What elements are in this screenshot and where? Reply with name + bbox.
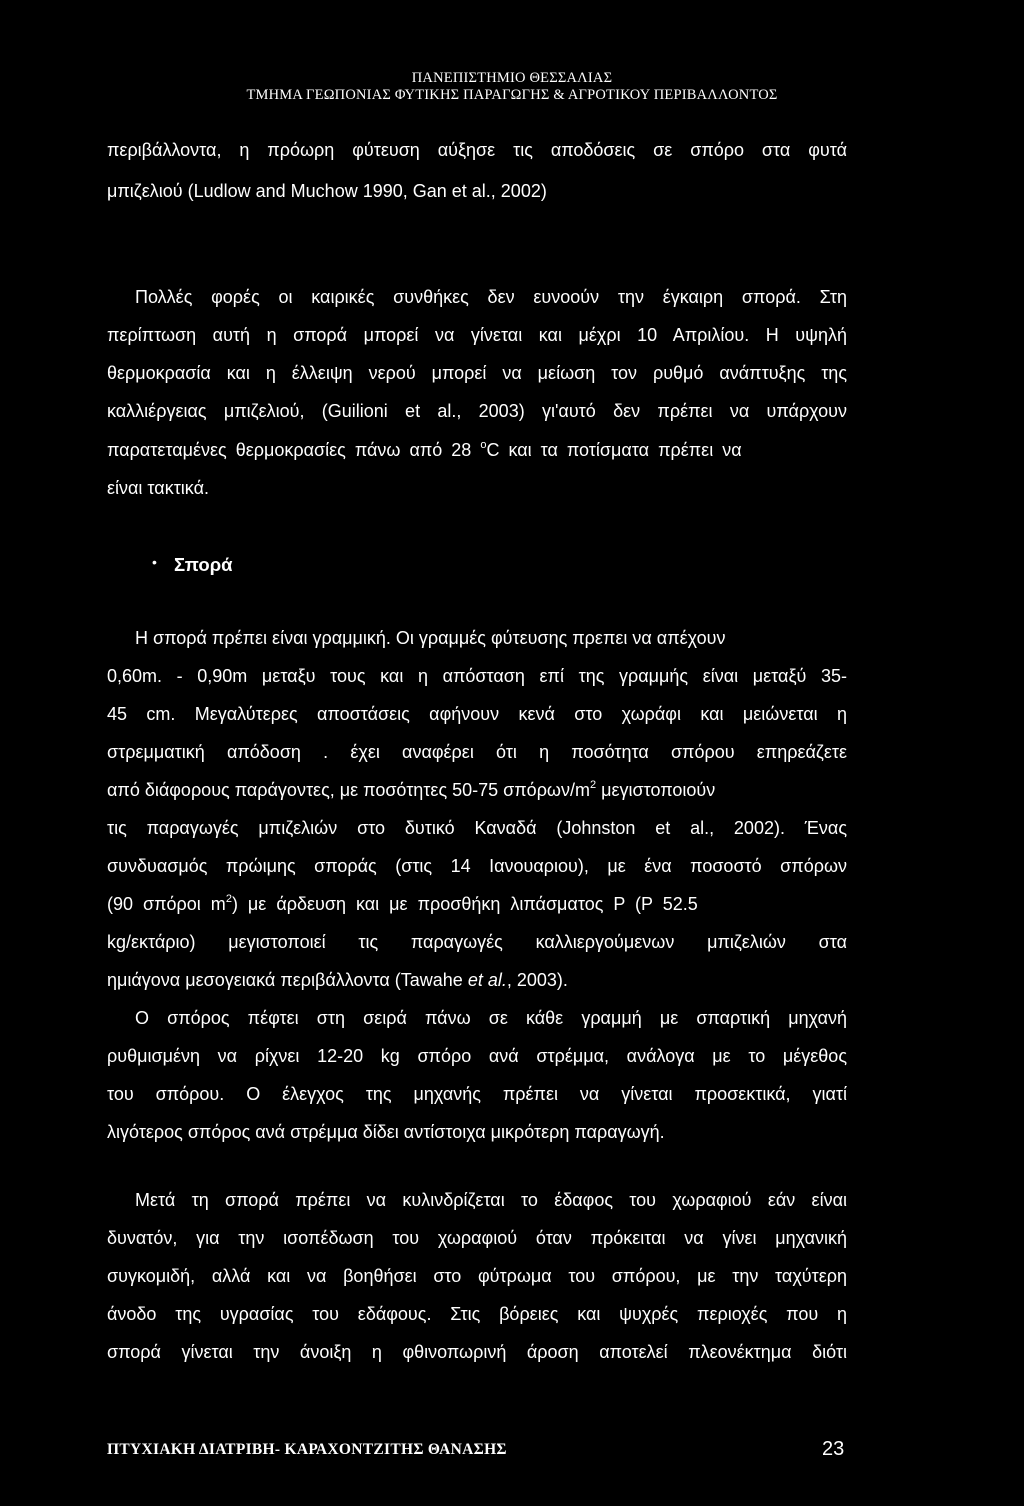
text-line: στρεμματική απόδοση . έχει αναφέρει ότι η ποσότητα σπόρου επηρεάζετε <box>107 742 847 762</box>
text-line: του σπόρου. Ο έλεγχος της μηχανής πρέπει να γίνεται προσεκτικά, γιατί <box>107 1084 847 1104</box>
text-line: είναι τακτικά. <box>107 478 209 498</box>
superscript: 2 <box>225 893 232 905</box>
text-line: 45 cm. Μεγαλύτερες αποστάσεις αφήνουν κενά στο χωράφι και μειώνεται η <box>107 704 847 724</box>
text-fragment: από διάφορους παράγοντες, με ποσότητες 50-75 σπόρων/m <box>107 780 590 800</box>
text-fragment: C και τα ποτίσματα πρέπει να <box>486 440 742 460</box>
text-line: Πολλές φορές οι καιρικές συνθήκες δεν ευνοούν την έγκαιρη σπορά. Στη <box>135 287 847 307</box>
text-line: Ο σπόρος πέφτει στη σειρά πάνω σε κάθε γραμμή με σπαρτική μηχανή <box>135 1008 847 1028</box>
text-line: λιγότερος σπόρος ανά στρέμμα δίδει αντίστοιχα μικρότερη παραγωγή. <box>107 1122 665 1142</box>
superscript: o <box>480 439 487 451</box>
footer-author: ΠΤΥΧΙΑΚΗ ΔΙΑΤΡΙΒΗ- ΚΑΡΑΧΟΝΤΖΙΤΗΣ ΘΑΝΑΣΗΣ <box>107 1441 507 1458</box>
text-line: 0,60m. - 0,90m μεταξυ τους και η απόσταση επί της γραμμής είναι μεταξύ 35- <box>107 666 847 686</box>
text-line: kg/εκτάριο) μεγιστοποιεί τις παραγωγές καλλιεργούμενων μπιζελιών στα <box>107 932 847 952</box>
text-line: περιβάλλοντα, η πρόωρη φύτευση αύξησε τις αποδόσεις σε σπόρο στα φυτά <box>107 140 847 160</box>
text-fragment: παρατεταμένες θερμοκρασίες πάνω από 28 <box>107 440 481 460</box>
text-line: σπορά γίνεται την άνοιξη η φθινοπωρινή άροση αποτελεί πλεονέκτημα διότι <box>107 1342 847 1362</box>
text-line <box>107 440 847 461</box>
text-line: ρυθμισμένη να ρίχνει 12-20 kg σπόρο ανά στρέμμα, ανάλογα με το μέγεθος <box>107 1046 847 1066</box>
text-fragment: μεγιστοποιούν <box>596 780 716 800</box>
text-line: Μετά τη σπορά πρέπει να κυλινδρίζεται το έδαφος του χωραφιού εάν είναι <box>135 1190 847 1210</box>
text-line <box>107 970 568 991</box>
text-line: συνδυασμός πρώιμης σποράς (στις 14 Ιανουαριου), με ένα ποσοστό σπόρων <box>107 856 847 876</box>
text-line: μπιζελιού (Ludlow and Muchow 1990, Gan et al., 2002) <box>107 181 547 201</box>
text-line: τις παραγωγές μπιζελιών στο δυτικό Καναδά (Johnston et al., 2002). Ένας <box>107 818 847 838</box>
page-number: 23 <box>822 1438 845 1460</box>
text-fragment: (90 σπόροι m <box>107 894 226 914</box>
section-title: Σπορά <box>174 554 233 575</box>
university-name: ΠΑΝΕΠΙΣΤΗΜΙΟ ΘΕΣΣΑΛΙΑΣ <box>411 70 613 86</box>
text-line: άνοδο της υγρασίας του εδάφους. Στις βόρειες και ψυχρές περιοχές που η <box>107 1304 847 1324</box>
text-line: θερμοκρασία και η έλλειψη νερού μπορεί να μείωση τον ρυθμό ανάπτυξης της <box>107 363 847 383</box>
text-line <box>107 780 847 801</box>
text-fragment: , 2003). <box>506 970 568 990</box>
text-line: δυνατόν, για την ισοπέδωση του χωραφιού όταν πρόκειται να γίνει μηχανική <box>107 1228 847 1248</box>
page-header <box>0 70 1024 104</box>
text-fragment-italic: et al. <box>467 970 507 990</box>
text-fragment: ) με άρδευση και με προσθήκη λιπάσματος P (P 52.5 <box>231 894 698 914</box>
text-line: καλλιέργειας μπιζελιού, (Guilioni et al., 2003) γι'αυτό δεν πρέπει να υπάρχουν <box>107 401 847 421</box>
bullet-icon: • <box>152 554 157 570</box>
text-line: συγκομιδή, αλλά και να βοηθήσει στο φύτρωμα του σπόρου, με την ταχύτερη <box>107 1266 847 1286</box>
department-name: ΤΜΗΜΑ ΓΕΩΠΟΝΙΑΣ ΦΥΤΙΚΗΣ ΠΑΡΑΓΩΓΗΣ & ΑΓΡΟΤΙΚΟΥ ΠΕΡΙΒΑΛΛΟΝΤΟΣ <box>246 87 778 103</box>
text-line: περίπτωση αυτή η σπορά μπορεί να γίνεται και μέχρι 10 Απριλίου. Η υψηλή <box>107 325 847 345</box>
text-line: Η σπορά πρέπει είναι γραμμική. Οι γραμμές φύτευσης πρεπει να απέχουν <box>135 628 726 648</box>
superscript: 2 <box>590 779 597 791</box>
section-heading <box>107 554 847 580</box>
text-line <box>107 894 847 915</box>
text-fragment: ημιάγονα μεσογειακά περιβάλλοντα (Tawahe <box>107 970 468 990</box>
